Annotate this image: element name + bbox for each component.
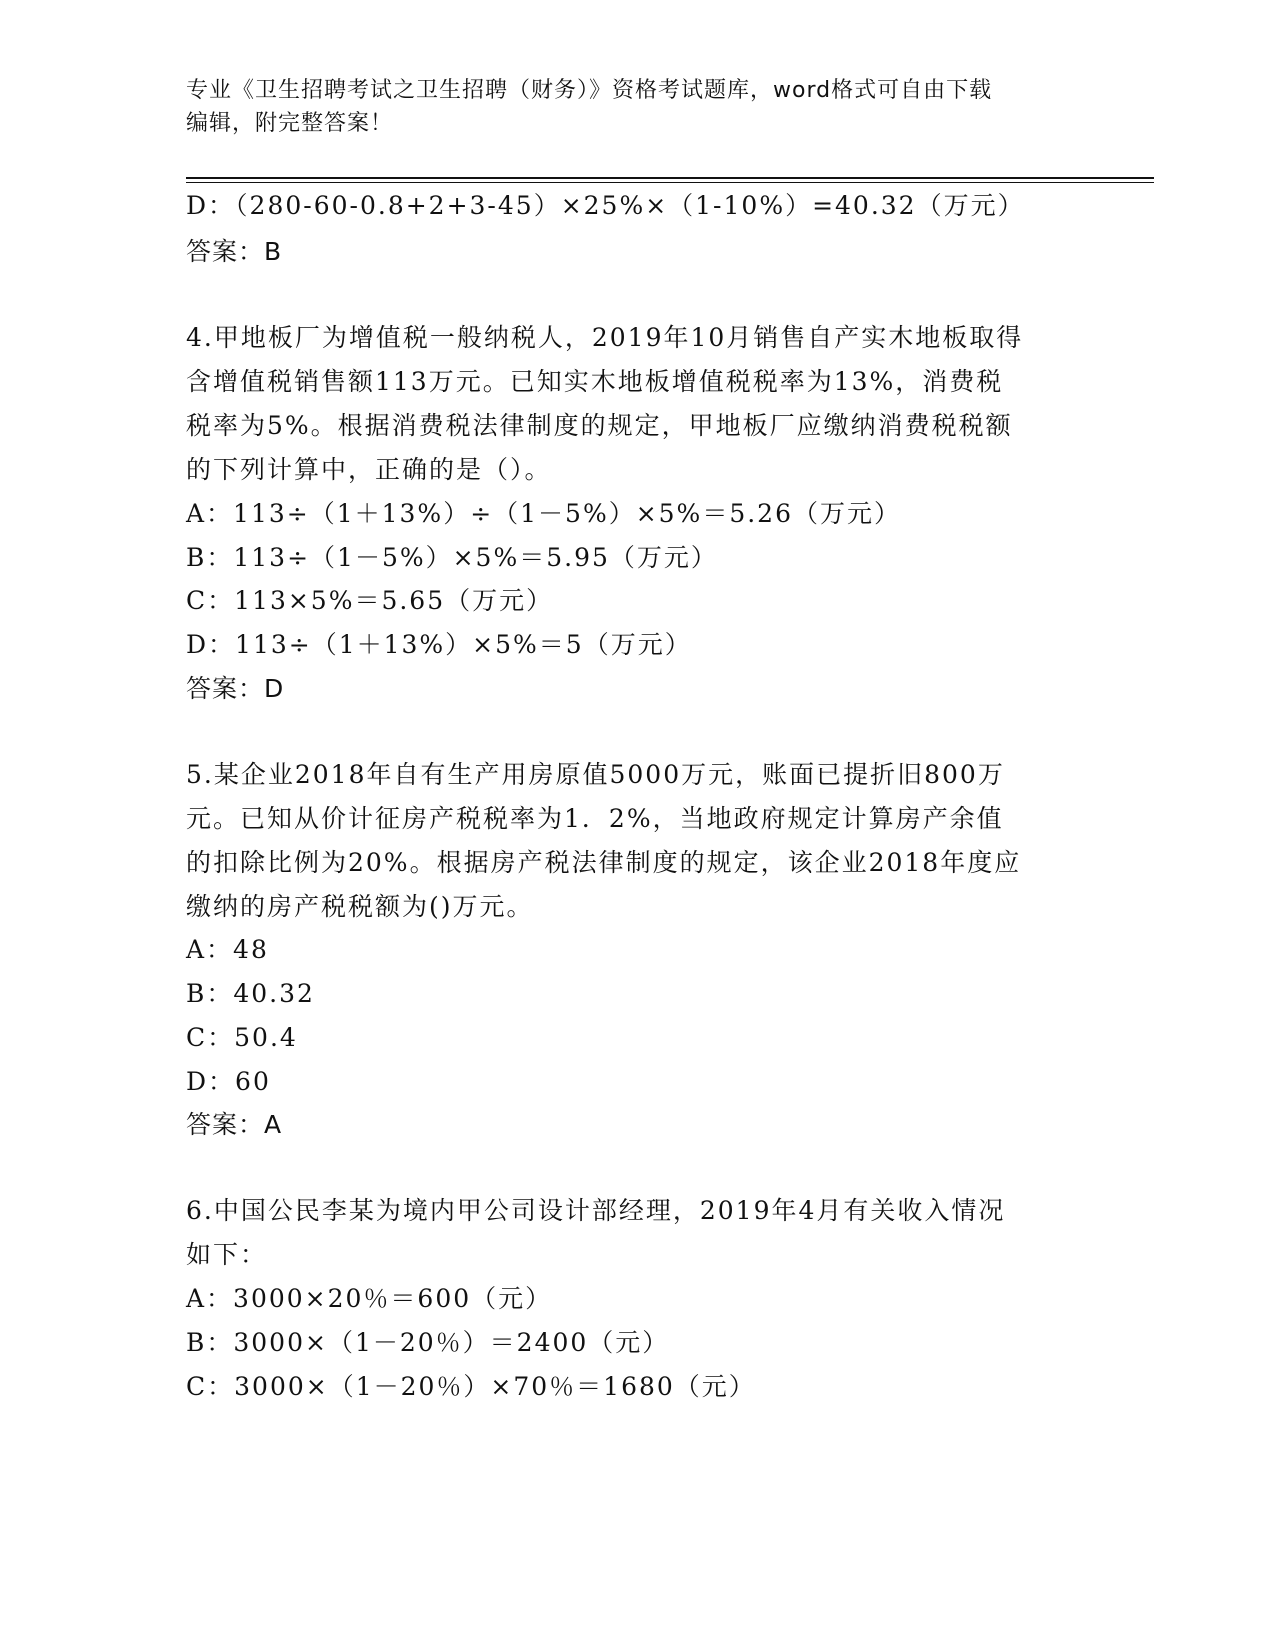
q4-answer: 答案：D xyxy=(186,674,285,703)
q5-stem-line-1: 5.某企业2018年自有生产用房原值5000万元，账面已提折旧800万 xyxy=(186,760,1005,789)
q5-stem-line-3: 的扣除比例为20%。根据房产税法律制度的规定，该企业2018年度应 xyxy=(186,848,1022,877)
q3-answer: 答案：B xyxy=(186,237,283,266)
header-divider-thin xyxy=(186,182,1154,183)
q6-option-b: B：3000×（1－20％）＝2400（元） xyxy=(186,1328,670,1357)
header-line-2: 编辑，附完整答案！ xyxy=(186,111,394,136)
q4-stem-line-2: 含增值税销售额113万元。已知实木地板增值税税率为13%，消费税 xyxy=(186,367,1004,396)
q4-stem-line-1: 4.甲地板厂为增值税一般纳税人，2019年10月销售自产实木地板取得 xyxy=(186,323,1024,352)
q4-option-b: B：113÷（1－5%）×5%＝5.95（万元） xyxy=(186,543,718,572)
q3-option-d: D：（280-60-0.8+2+3-45）×25%×（1-10%）=40.32（万元） xyxy=(186,191,1025,220)
q6-option-a: A：3000×20％＝600（元） xyxy=(186,1284,553,1313)
q6-stem-line-2: 如下： xyxy=(186,1240,268,1269)
q5-stem-line-2: 元。已知从价计征房产税税率为1．2%，当地政府规定计算房产余值 xyxy=(186,804,1004,833)
header-divider-thick xyxy=(186,177,1154,179)
q5-option-c: C：50.4 xyxy=(186,1023,298,1052)
q4-stem-line-4: 的下列计算中，正确的是（）。 xyxy=(186,455,552,484)
document-header xyxy=(186,74,1086,140)
q5-stem-line-4: 缴纳的房产税税额为()万元。 xyxy=(186,892,534,921)
header-line-1: 专业《卫生招聘考试之卫生招聘（财务）》资格考试题库，word格式可自由下载 xyxy=(186,78,993,103)
q4-option-a: A：113÷（1＋13%）÷（1－5%）×5%＝5.26（万元） xyxy=(186,499,901,528)
q6-stem-line-1: 6.中国公民李某为境内甲公司设计部经理，2019年4月有关收入情况 xyxy=(186,1196,1006,1225)
q4-stem-line-3: 税率为5%。根据消费税法律制度的规定，甲地板厂应缴纳消费税税额 xyxy=(186,411,1013,440)
q4-option-c: C：113×5%＝5.65（万元） xyxy=(186,586,554,615)
q5-answer: 答案：A xyxy=(186,1110,283,1139)
q5-option-d: D：60 xyxy=(186,1067,271,1096)
q4-option-d: D：113÷（1＋13%）×5%＝5（万元） xyxy=(186,630,692,659)
q6-option-c: C：3000×（1－20％）×70％＝1680（元） xyxy=(186,1372,756,1401)
q5-option-b: B：40.32 xyxy=(186,979,315,1008)
q5-option-a: A：48 xyxy=(186,935,269,964)
